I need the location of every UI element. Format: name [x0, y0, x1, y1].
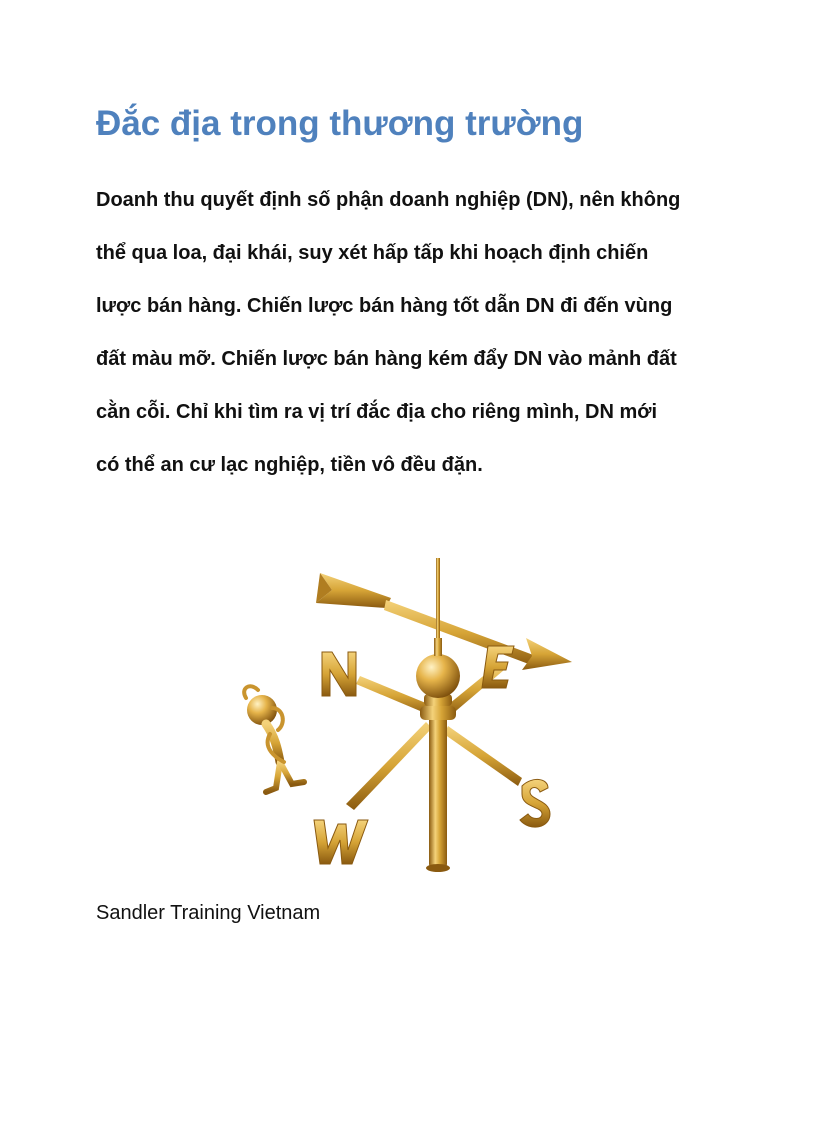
- lead-line: Doanh thu quyết định số phận doanh nghiệp (DN), nên không: [96, 189, 681, 211]
- lead-line: đất màu mỡ. Chiến lược bán hàng kém đẩy DN vào mảnh đất: [96, 348, 677, 370]
- caption-author: Sandler Training Vietnam: [96, 902, 321, 924]
- vane-ball: [416, 654, 460, 698]
- weather-vane-illustration: [236, 548, 586, 878]
- lead-line: có thể an cư lạc nghiệp, tiền vô đều đặn.: [96, 454, 483, 476]
- lead-line: lược bán hàng. Chiến lược bán hàng tốt dẫn DN đi đến vùng: [96, 295, 673, 317]
- lead-line: thể qua loa, đại khái, suy xét hấp tấp khi hoạch định chiến: [96, 242, 649, 264]
- gold-figure-icon: [244, 686, 304, 792]
- lead-paragraph: [96, 180, 736, 498]
- vane-spike: [436, 558, 440, 638]
- vane-pole: [429, 698, 447, 868]
- page-title: Đắc địa trong thương trường: [96, 104, 584, 143]
- weather-vane-image: [236, 548, 586, 878]
- lead-line: cằn cỗi. Chỉ khi tìm ra vị trí đắc địa cho riêng mình, DN mới: [96, 401, 657, 423]
